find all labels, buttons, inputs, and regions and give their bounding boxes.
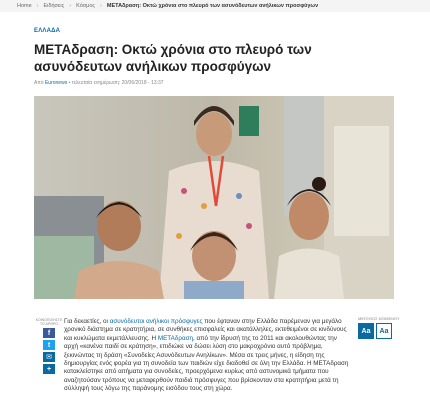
article-category[interactable]: ΕΛΛΑΔΑ bbox=[34, 28, 61, 34]
font-increase-button[interactable]: Aa bbox=[376, 323, 392, 339]
article-photo bbox=[34, 96, 394, 299]
breadcrumb bbox=[0, 0, 430, 12]
breadcrumb-world[interactable]: Κόσμος bbox=[76, 3, 96, 9]
breadcrumb-news[interactable]: Ειδήσεις bbox=[43, 3, 65, 9]
mail-icon: ✉ bbox=[46, 354, 52, 361]
font-size-buttons bbox=[358, 323, 392, 339]
article-body bbox=[64, 318, 350, 394]
share-bar bbox=[35, 318, 63, 376]
share-label: ΚΟΙΝΟΠΟΙΗΣΤΕ ΤΟ ΑΡΘΡΟ bbox=[35, 318, 63, 326]
breadcrumb-separator: › bbox=[36, 3, 39, 9]
font-size-control bbox=[358, 316, 400, 339]
email-share-button[interactable] bbox=[43, 352, 55, 362]
twitter-icon: t bbox=[47, 341, 51, 349]
byline-prefix: Από bbox=[34, 80, 45, 86]
facebook-icon: f bbox=[47, 329, 51, 337]
plus-icon: + bbox=[46, 365, 52, 373]
article-photo-illustration bbox=[34, 96, 394, 299]
breadcrumb-current: ΜΕΤΑδραση: Οκτώ χρόνια στο πλευρό των ασυνόδευτων ανήλικων προσφύγων bbox=[106, 3, 319, 9]
breadcrumb-separator: › bbox=[69, 3, 72, 9]
article-title: ΜΕΤΑδραση: Οκτώ χρόνια στο πλευρό των ασυνόδευτων ανήλικων προσφύγων bbox=[34, 42, 312, 74]
body-text-3: , από την ίδρυσή της το 2011 και ακολουθώντας την αρχή «κανένα παιδί σε κράτηση», επιδιώκε να δώσει λύση στο μακροχρόνιο αυτό πρόβλημα, ξεκινώντας τη δράση «Συνοδείες Ασυνόδευτων Ανηλίκων». Μέσα σε τρεις μήνες, η είδηση της δημιουργίας ενός φορέα για τη συνοδεία των παιδιών είχε διαδοθεί σε όλη την Ελλάδα. Η ΜΕΤΑδραση κατακλείστηκε από αιτήματα για συνοδείες, προερχόμενα κυρίως από αστυνομικά τμήματα που αναζητούσαν τρόπους να μεταφερθούν παιδιά πρόσφυγες που βρίσκονταν στα κρατητήρια μετά τη σύλληψή τους λόγω της παράνομης εισόδου τους στη χώρα. bbox=[64, 334, 349, 393]
body-link-refugees[interactable]: ασυνόδευτοι ανήλικοι πρόσφυγες bbox=[109, 318, 203, 325]
author-link[interactable]: Euronews bbox=[44, 80, 68, 86]
body-link-metadrasi[interactable]: ΜΕΤΑδραση bbox=[157, 334, 193, 342]
body-text-2: που έφταναν στην Ελλάδα παρέμεναν για μεγάλο χρονικό διάστημα σε κρατητήρια, σε συνθήκες επισφαλείς και ακατάλληλες, εκτεθειμένοι σε κινδύνους και κυκλώματα εκμετάλλευσης. Η bbox=[64, 318, 347, 342]
twitter-share-button[interactable] bbox=[43, 340, 55, 350]
body-text-1: Για δεκαετίες, οι bbox=[64, 318, 110, 325]
font-size-label: ΜΕΓΕΘΟΣ ΚΕΙΜΕΝΟΥ bbox=[358, 316, 400, 321]
facebook-share-button[interactable] bbox=[43, 328, 55, 338]
article-byline bbox=[34, 80, 164, 86]
breadcrumb-separator: › bbox=[100, 3, 102, 9]
font-decrease-button[interactable]: Aa bbox=[358, 323, 374, 339]
more-share-button[interactable] bbox=[43, 364, 55, 374]
breadcrumb-home[interactable]: Home bbox=[17, 3, 32, 9]
byline-date: • τελευταία ενημέρωση: 20/06/2018 - 13:37 bbox=[67, 80, 164, 86]
